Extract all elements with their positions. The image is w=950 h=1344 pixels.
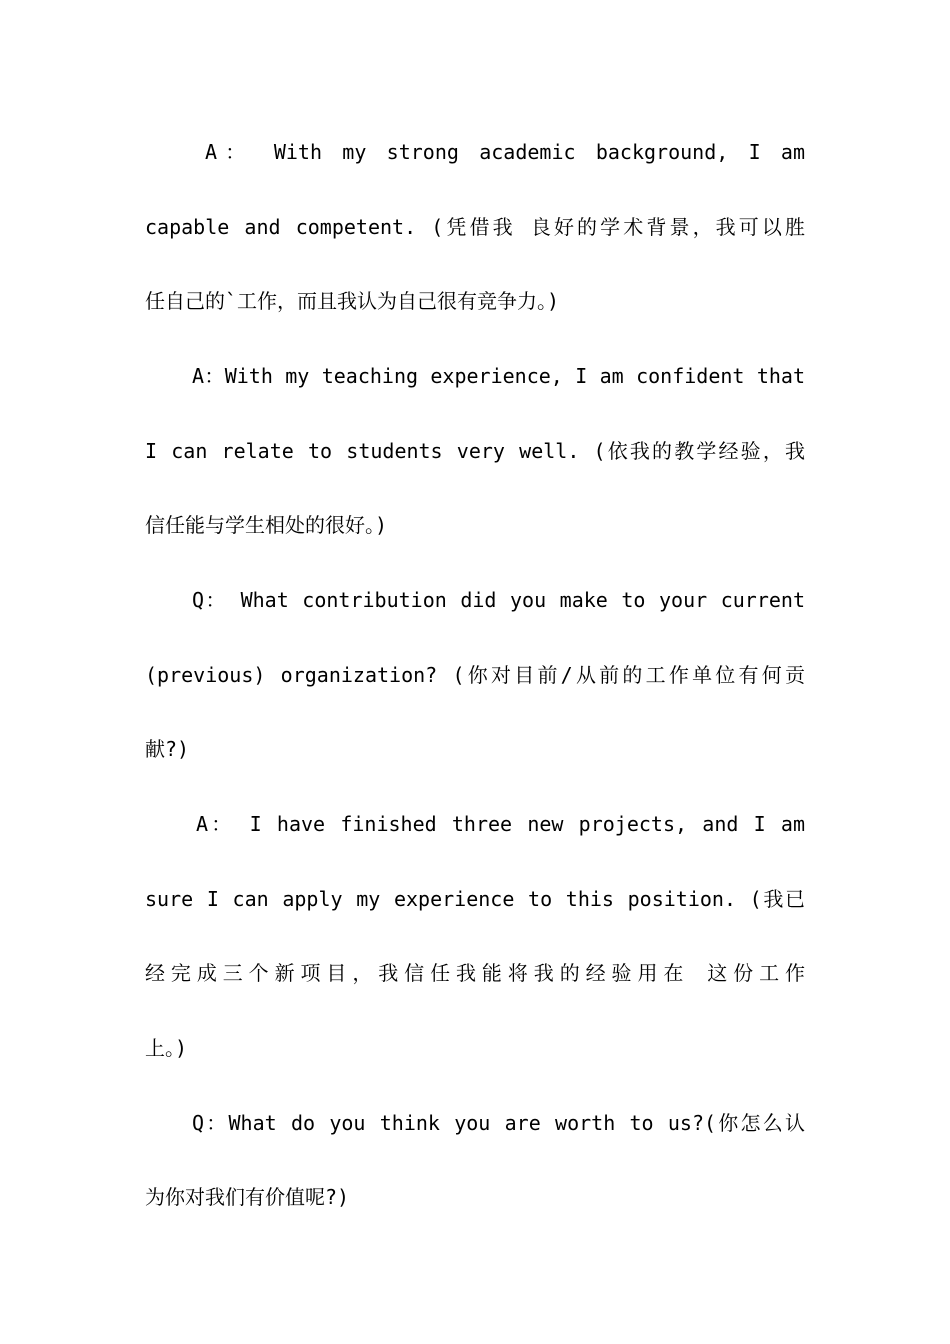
- answer-line: 经完成三个新项目，我信任我能将我的经验用在 这份工作: [145, 961, 805, 985]
- answer-line: capable and competent. (凭借我 良好的学术背景，我可以胜: [145, 215, 805, 239]
- question-line: 为你对我们有价值呢?): [145, 1185, 350, 1209]
- question-line: Q： What contribution did you make to your current: [192, 588, 805, 612]
- answer-line: I can relate to students very well. (依我的教学经验，我: [145, 439, 805, 463]
- answer-line: A： I have finished three new projects, and I am: [196, 812, 805, 836]
- question-line: 献?): [145, 737, 190, 761]
- answer-line: 任自己的`工作，而且我认为自己很有竞争力。): [145, 289, 560, 313]
- answer-line: sure I can apply my experience to this position. (我已: [145, 887, 805, 911]
- answer-line: A： With my strong academic background, I am: [205, 140, 805, 164]
- question-line: (previous) organization? (你对目前/从前的工作单位有何贡: [145, 663, 805, 687]
- answer-line: 上。): [145, 1036, 188, 1060]
- question-line: Q：What do you think you are worth to us?(你怎么认: [192, 1111, 805, 1135]
- answer-line: 信任能与学生相处的很好。): [145, 513, 388, 537]
- answer-line: A：With my teaching experience, I am confident that: [192, 364, 805, 388]
